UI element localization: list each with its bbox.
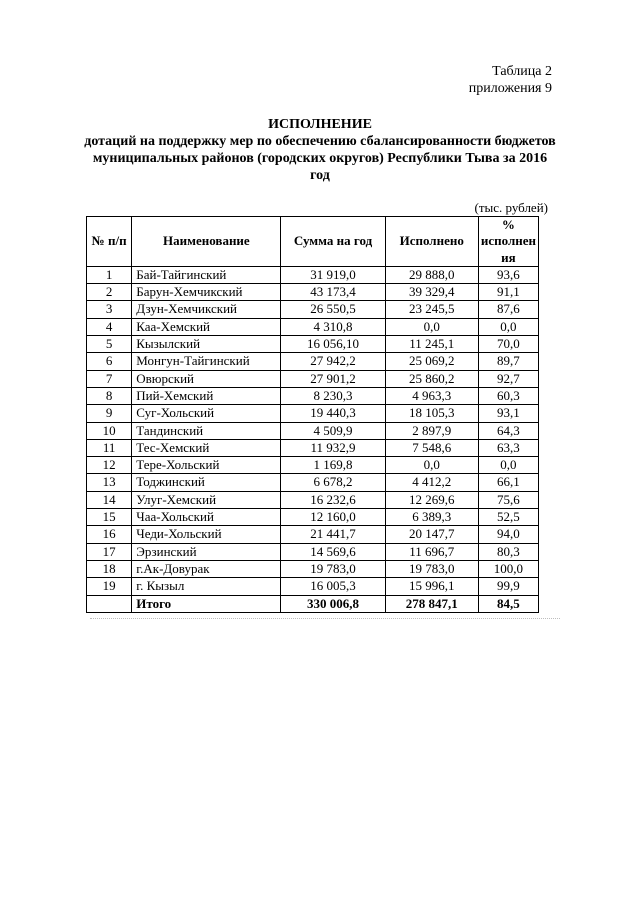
district-name-cell: Овюрский [132, 370, 281, 387]
column-header-name: Наименование [132, 217, 281, 267]
percent-cell: 70,0 [478, 336, 538, 353]
district-name-cell: г.Ак-Довурак [132, 560, 281, 577]
document-subtitle-line1: дотаций на поддержку мер по обеспечению сбалансированности бюджетов [84, 134, 556, 149]
executed-cell: 20 147,7 [385, 526, 478, 543]
table-row [87, 526, 539, 543]
table-row [87, 457, 539, 474]
annual-sum-cell: 19 440,3 [281, 405, 385, 422]
annual-sum-cell: 6 678,2 [281, 474, 385, 491]
percent-cell: 93,6 [478, 266, 538, 283]
executed-cell: 29 888,0 [385, 266, 478, 283]
district-name-cell: Суг-Хольский [132, 405, 281, 422]
executed-cell: 4 963,3 [385, 387, 478, 404]
annual-sum-cell: 11 932,9 [281, 439, 385, 456]
percent-cell: 64,3 [478, 422, 538, 439]
table-number-label: Таблица 2 [492, 64, 552, 79]
executed-cell: 6 389,3 [385, 509, 478, 526]
execution-table [86, 216, 539, 613]
executed-cell: 18 105,3 [385, 405, 478, 422]
district-name-cell: Бай-Тайгинский [132, 266, 281, 283]
executed-cell: 25 860,2 [385, 370, 478, 387]
executed-cell: 11 696,7 [385, 543, 478, 560]
table-header-row [87, 217, 539, 267]
percent-cell: 92,7 [478, 370, 538, 387]
annual-sum-cell: 27 901,2 [281, 370, 385, 387]
district-name-cell: Пий-Хемский [132, 387, 281, 404]
row-number-cell: 1 [87, 266, 132, 283]
page-divider-dots [90, 618, 560, 621]
table-row [87, 318, 539, 335]
percent-cell: 80,3 [478, 543, 538, 560]
percent-cell: 75,6 [478, 491, 538, 508]
table-row [87, 439, 539, 456]
percent-cell: 63,3 [478, 439, 538, 456]
executed-cell: 19 783,0 [385, 560, 478, 577]
row-number-cell: 14 [87, 491, 132, 508]
annual-sum-cell: 27 942,2 [281, 353, 385, 370]
table-row [87, 422, 539, 439]
appendix-label: приложения 9 [468, 81, 552, 96]
column-header-number: № п/п [87, 217, 132, 267]
table-body [87, 266, 539, 612]
percent-cell: 89,7 [478, 353, 538, 370]
percent-cell: 60,3 [478, 387, 538, 404]
row-number-cell: 12 [87, 457, 132, 474]
annual-sum-cell: 8 230,3 [281, 387, 385, 404]
district-name-cell: Монгун-Тайгинский [132, 353, 281, 370]
district-name-cell: Чеди-Хольский [132, 526, 281, 543]
executed-cell: 39 329,4 [385, 284, 478, 301]
column-header-annual-sum: Сумма на год [281, 217, 385, 267]
row-number-cell: 10 [87, 422, 132, 439]
table-row [87, 370, 539, 387]
percent-cell: 99,9 [478, 578, 538, 595]
row-number-cell: 15 [87, 509, 132, 526]
annual-sum-cell: 31 919,0 [281, 266, 385, 283]
table-row [87, 405, 539, 422]
district-name-cell: Тес-Хемский [132, 439, 281, 456]
column-header-executed: Исполнено [385, 217, 478, 267]
annual-sum-cell: 14 569,6 [281, 543, 385, 560]
executed-cell: 0,0 [385, 318, 478, 335]
district-name-cell: Тоджинский [132, 474, 281, 491]
row-number-cell: 3 [87, 301, 132, 318]
district-name-cell: Каа-Хемский [132, 318, 281, 335]
executed-cell: 0,0 [385, 457, 478, 474]
annual-sum-cell: 16 056,10 [281, 336, 385, 353]
row-number-cell: 9 [87, 405, 132, 422]
row-number-cell: 17 [87, 543, 132, 560]
table-row [87, 353, 539, 370]
total-executed-cell: 278 847,1 [385, 595, 478, 612]
table-row [87, 543, 539, 560]
table-row [87, 491, 539, 508]
row-number-cell: 13 [87, 474, 132, 491]
percent-cell: 0,0 [478, 457, 538, 474]
total-label-cell: Итого [132, 595, 281, 612]
annual-sum-cell: 16 005,3 [281, 578, 385, 595]
total-sum-cell: 330 006,8 [281, 595, 385, 612]
row-number-cell: 4 [87, 318, 132, 335]
total-percent-cell: 84,5 [478, 595, 538, 612]
district-name-cell: г. Кызыл [132, 578, 281, 595]
district-name-cell: Барун-Хемчикский [132, 284, 281, 301]
row-number-cell: 19 [87, 578, 132, 595]
row-number-cell: 5 [87, 336, 132, 353]
annual-sum-cell: 26 550,5 [281, 301, 385, 318]
table-row [87, 387, 539, 404]
table-row [87, 509, 539, 526]
annual-sum-cell: 12 160,0 [281, 509, 385, 526]
annual-sum-cell: 19 783,0 [281, 560, 385, 577]
executed-cell: 2 897,9 [385, 422, 478, 439]
percent-cell: 66,1 [478, 474, 538, 491]
annual-sum-cell: 4 509,9 [281, 422, 385, 439]
annual-sum-cell: 43 173,4 [281, 284, 385, 301]
executed-cell: 12 269,6 [385, 491, 478, 508]
document-title: ИСПОЛНЕНИЕ [268, 117, 372, 132]
table-row [87, 474, 539, 491]
row-number-cell: 6 [87, 353, 132, 370]
district-name-cell: Кызылский [132, 336, 281, 353]
district-name-cell: Чаа-Хольский [132, 509, 281, 526]
total-row [87, 595, 539, 612]
annual-sum-cell: 21 441,7 [281, 526, 385, 543]
percent-cell: 93,1 [478, 405, 538, 422]
executed-cell: 11 245,1 [385, 336, 478, 353]
table-row [87, 266, 539, 283]
percent-cell: 0,0 [478, 318, 538, 335]
row-number-cell: 18 [87, 560, 132, 577]
executed-cell: 15 996,1 [385, 578, 478, 595]
annual-sum-cell: 1 169,8 [281, 457, 385, 474]
row-number-cell: 16 [87, 526, 132, 543]
table-row [87, 560, 539, 577]
column-header-percent: % исполнен ия [478, 217, 538, 267]
annual-sum-cell: 16 232,6 [281, 491, 385, 508]
row-number-cell: 7 [87, 370, 132, 387]
document-subtitle-line2: муниципальных районов (городских округов) Республики Тыва за 2016 [92, 151, 548, 166]
district-name-cell: Дзун-Хемчикский [132, 301, 281, 318]
row-number-cell: 2 [87, 284, 132, 301]
percent-cell: 87,6 [478, 301, 538, 318]
table-row [87, 578, 539, 595]
table-row [87, 284, 539, 301]
row-number-cell: 8 [87, 387, 132, 404]
district-name-cell: Тере-Хольский [132, 457, 281, 474]
executed-cell: 25 069,2 [385, 353, 478, 370]
table-row [87, 301, 539, 318]
total-number-cell [87, 595, 132, 612]
row-number-cell: 11 [87, 439, 132, 456]
percent-cell: 94,0 [478, 526, 538, 543]
executed-cell: 4 412,2 [385, 474, 478, 491]
percent-cell: 100,0 [478, 560, 538, 577]
district-name-cell: Улуг-Хемский [132, 491, 281, 508]
annual-sum-cell: 4 310,8 [281, 318, 385, 335]
district-name-cell: Тандинский [132, 422, 281, 439]
document-subtitle-line3: год [310, 168, 330, 183]
executed-cell: 7 548,6 [385, 439, 478, 456]
district-name-cell: Эрзинский [132, 543, 281, 560]
percent-cell: 52,5 [478, 509, 538, 526]
table-row [87, 336, 539, 353]
percent-cell: 91,1 [478, 284, 538, 301]
units-label: (тыс. рублей) [474, 200, 548, 215]
executed-cell: 23 245,5 [385, 301, 478, 318]
